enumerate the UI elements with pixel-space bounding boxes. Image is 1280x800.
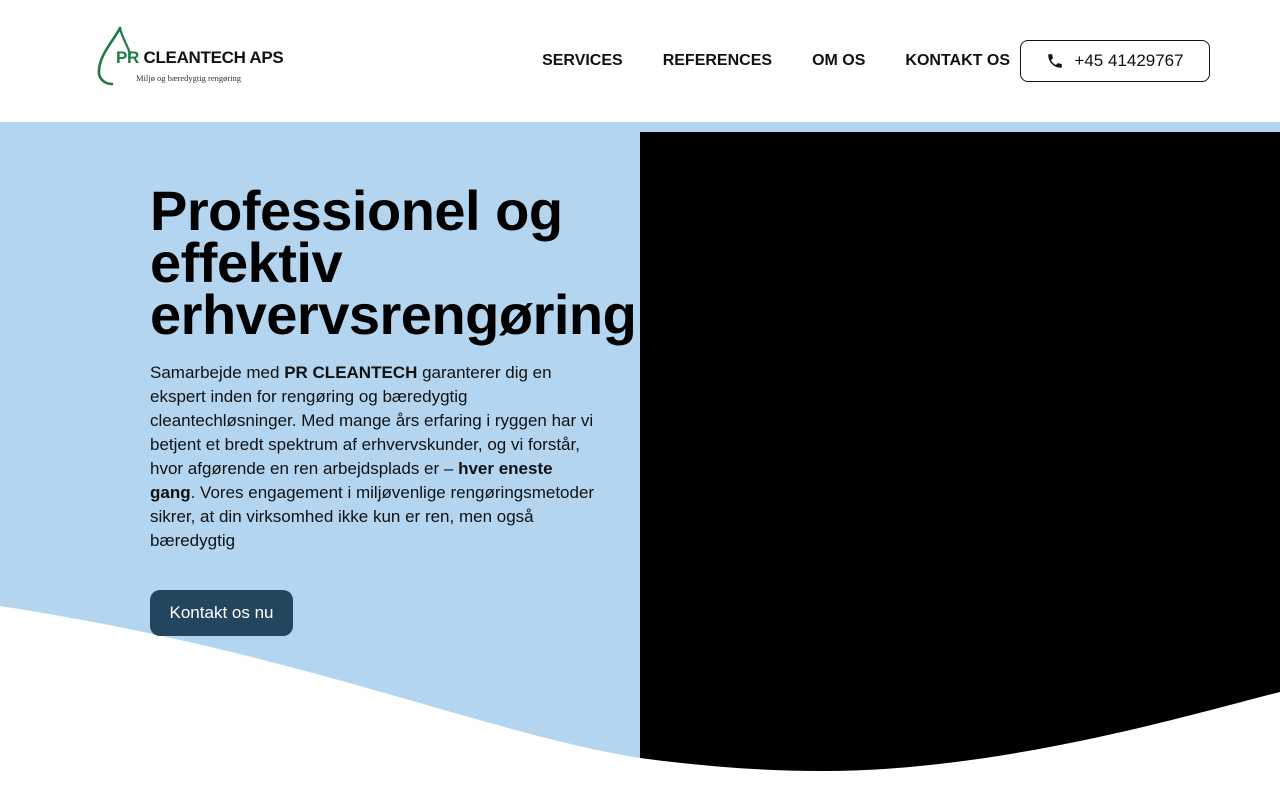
hero-text-part: . Vores engagement i miljøvenlige rengøringsmetoder sikrer, at din virksomhed ikke kun er ren, men også bæredygtig: [150, 483, 595, 550]
nav-item-om-os[interactable]: OM OS: [812, 52, 866, 69]
contact-cta-button[interactable]: Kontakt os nu: [150, 590, 293, 636]
hero-text-part: garanterer dig en ekspert inden for rengøring og bæredygtig cleantechløsninger. Med mange års erfaring i ryggen har vi betjent et bredt spektrum af erhvervskunder, og vi forstår, hvor afgørende en ren arbejdsplads er –: [150, 363, 594, 478]
logo-company-name: CLEANTECH APS: [143, 48, 284, 67]
hero-description: [150, 361, 595, 553]
hero-video-panel: [640, 132, 1280, 771]
hero-content: [150, 179, 650, 553]
phone-number: +45 41429767: [1074, 51, 1184, 70]
phone-button[interactable]: [1020, 40, 1210, 82]
main-nav: [502, 0, 1010, 122]
hero-title: Professionel og effektiv erhvervsrengøring: [150, 179, 637, 346]
logo[interactable]: [96, 26, 284, 88]
hero-text-part: Samarbejde med: [150, 363, 285, 382]
nav-item-kontakt-os[interactable]: KONTAKT OS: [905, 52, 1010, 69]
phone-icon: [1046, 52, 1064, 70]
hero-text-bold-emphasis: hver eneste gang: [150, 459, 553, 502]
nav-item-services[interactable]: SERVICES: [542, 52, 623, 69]
site-header: [0, 0, 1280, 122]
logo-tagline: Miljø og bæredygtig rengøring: [136, 73, 242, 83]
nav-item-references[interactable]: REFERENCES: [662, 52, 773, 69]
hero-text-bold-company: PR CLEANTECH: [284, 363, 418, 382]
logo-name: [116, 48, 283, 68]
logo-prefix: PR: [116, 48, 140, 67]
